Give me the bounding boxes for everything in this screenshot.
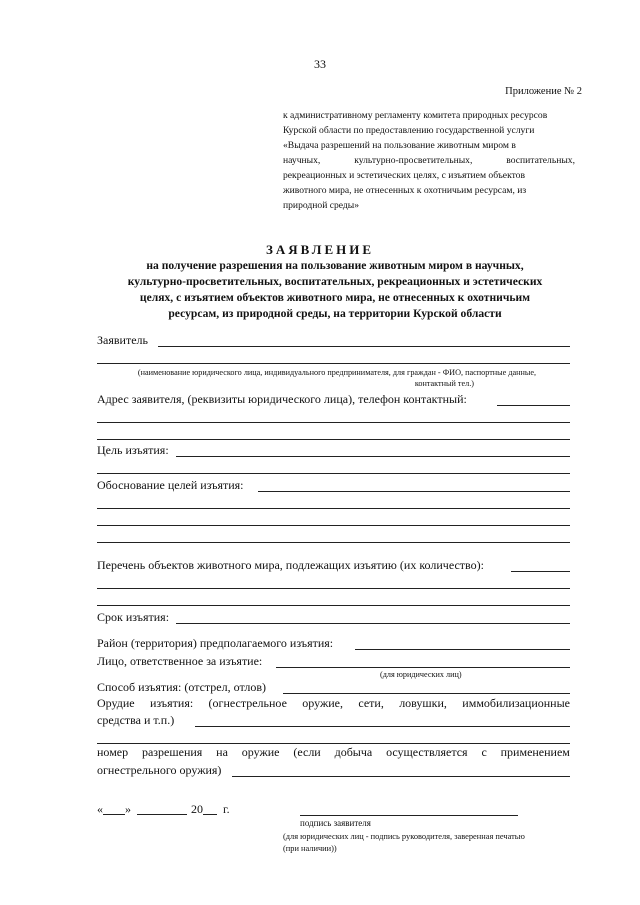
objects-list-field-3[interactable]: [97, 605, 570, 606]
tools-word: оружие,: [302, 696, 343, 710]
tools-word: ловушки,: [399, 696, 447, 710]
tools-word: изъятия:: [149, 696, 194, 710]
reference-word: воспитательных,: [506, 155, 575, 166]
address-field[interactable]: [497, 405, 570, 406]
reference-line: «Выдача разрешений на пользование животным миром в: [283, 140, 516, 151]
tools-field[interactable]: [195, 726, 570, 727]
purpose-field[interactable]: [176, 456, 570, 457]
justification-field[interactable]: [258, 491, 570, 492]
tools-label: [97, 696, 570, 711]
weapon-word: оружие: [241, 745, 280, 759]
tools-word: (огнестрельное: [208, 696, 287, 710]
address-field-2[interactable]: [97, 422, 570, 423]
weapon-permit-field[interactable]: [232, 776, 570, 777]
justification-field-2[interactable]: [97, 508, 570, 509]
date-year-field[interactable]: [203, 814, 217, 815]
purpose-label: Цель изъятия:: [97, 443, 169, 457]
reference-word: культурно-просветительных,: [354, 155, 473, 166]
subtitle-line: целях, с изъятием объектов животного мира, не отнесенных к охотничьим: [139, 291, 531, 304]
term-field[interactable]: [176, 623, 570, 624]
justification-label: Обоснование целей изъятия:: [97, 478, 244, 492]
reference-line: природной среды»: [283, 200, 360, 211]
date-line: [97, 802, 230, 817]
term-label: Срок изъятия:: [97, 610, 170, 624]
address-label: Адрес заявителя, (реквизиты юридического лица), телефон контактный:: [97, 392, 467, 406]
weapon-word: осуществляется: [386, 745, 468, 759]
responsible-field[interactable]: [276, 667, 570, 668]
tools-label-2: средства и т.п.): [97, 713, 175, 727]
date-year-suffix: г.: [223, 802, 230, 816]
weapon-word: разрешения: [141, 745, 203, 759]
tools-word: Орудие: [97, 696, 135, 710]
document-title: ЗАЯВЛЕНИЕ: [265, 242, 375, 257]
reference-line: животного мира, не отнесенных к охотничьим ресурсам, из: [283, 185, 527, 196]
document-subtitle: [95, 258, 575, 322]
subtitle-line: на получение разрешения на пользование животным миром в научных,: [146, 259, 524, 272]
page-number: 33: [314, 57, 326, 71]
reference-line: Курской области по предоставлению государственной услуги: [283, 125, 535, 136]
weapon-word: применением: [500, 745, 570, 759]
signature-field[interactable]: [300, 815, 518, 816]
responsible-label: Лицо, ответственное за изъятие:: [97, 654, 263, 668]
date-open-quote: «: [97, 802, 103, 816]
district-label: Район (территория) предполагаемого изъятия:: [97, 636, 334, 650]
reference-word: научных,: [283, 155, 321, 166]
district-field[interactable]: [355, 649, 570, 650]
signature-hint-line: (при наличии)): [283, 844, 337, 853]
method-field[interactable]: [283, 693, 570, 694]
tools-word: иммобилизационные: [462, 696, 570, 710]
reference-line: [283, 153, 575, 168]
signature-hint: [283, 831, 525, 855]
weapon-word: добыча: [334, 745, 373, 759]
tools-word: сети,: [358, 696, 384, 710]
address-field-3[interactable]: [97, 439, 570, 440]
reference-line: рекреационных и эстетических целях, с изъятием объектов: [283, 170, 525, 181]
applicant-field[interactable]: [158, 346, 570, 347]
objects-list-label: Перечень объектов животного мира, подлежащих изъятию (их количество):: [97, 558, 484, 572]
date-day-field[interactable]: [103, 814, 125, 815]
weapon-word: номер: [97, 745, 129, 759]
date-month-field[interactable]: [137, 814, 187, 815]
weapon-permit-label: [97, 745, 570, 760]
justification-field-3[interactable]: [97, 525, 570, 526]
date-year-prefix: 20: [191, 802, 203, 816]
subtitle-line: ресурсам, из природной среды, на территории Курской области: [168, 307, 502, 320]
subtitle-line: культурно-просветительных, воспитательных, рекреационных и эстетических: [127, 275, 543, 288]
applicant-field-2[interactable]: [97, 363, 570, 364]
applicant-hint: (наименование юридического лица, индивидуального предпринимателя, для граждан - ФИО, паспортные данные, контактный тел.): [137, 368, 537, 388]
signature-label: подпись заявителя: [300, 818, 371, 828]
tools-field-2[interactable]: [97, 743, 570, 744]
method-label: Способ изъятия: (отстрел, отлов): [97, 680, 267, 694]
weapon-permit-label-2: огнестрельного оружия): [97, 763, 222, 777]
reference-line: к административному регламенту комитета природных ресурсов: [283, 110, 548, 121]
appendix-label: Приложение № 2: [505, 86, 582, 97]
appendix-reference: [283, 108, 575, 213]
objects-list-field-2[interactable]: [97, 588, 570, 589]
responsible-hint: (для юридических лиц): [380, 670, 462, 679]
signature-hint-line: (для юридических лиц - подпись руководителя, заверенная печатью: [283, 832, 525, 841]
weapon-word: (если: [293, 745, 321, 759]
weapon-word: на: [216, 745, 228, 759]
justification-field-4[interactable]: [97, 542, 570, 543]
date-close-quote: »: [125, 802, 131, 816]
purpose-field-2[interactable]: [97, 473, 570, 474]
objects-list-field[interactable]: [511, 571, 570, 572]
applicant-label: Заявитель: [97, 333, 148, 347]
weapon-word: с: [481, 745, 487, 759]
